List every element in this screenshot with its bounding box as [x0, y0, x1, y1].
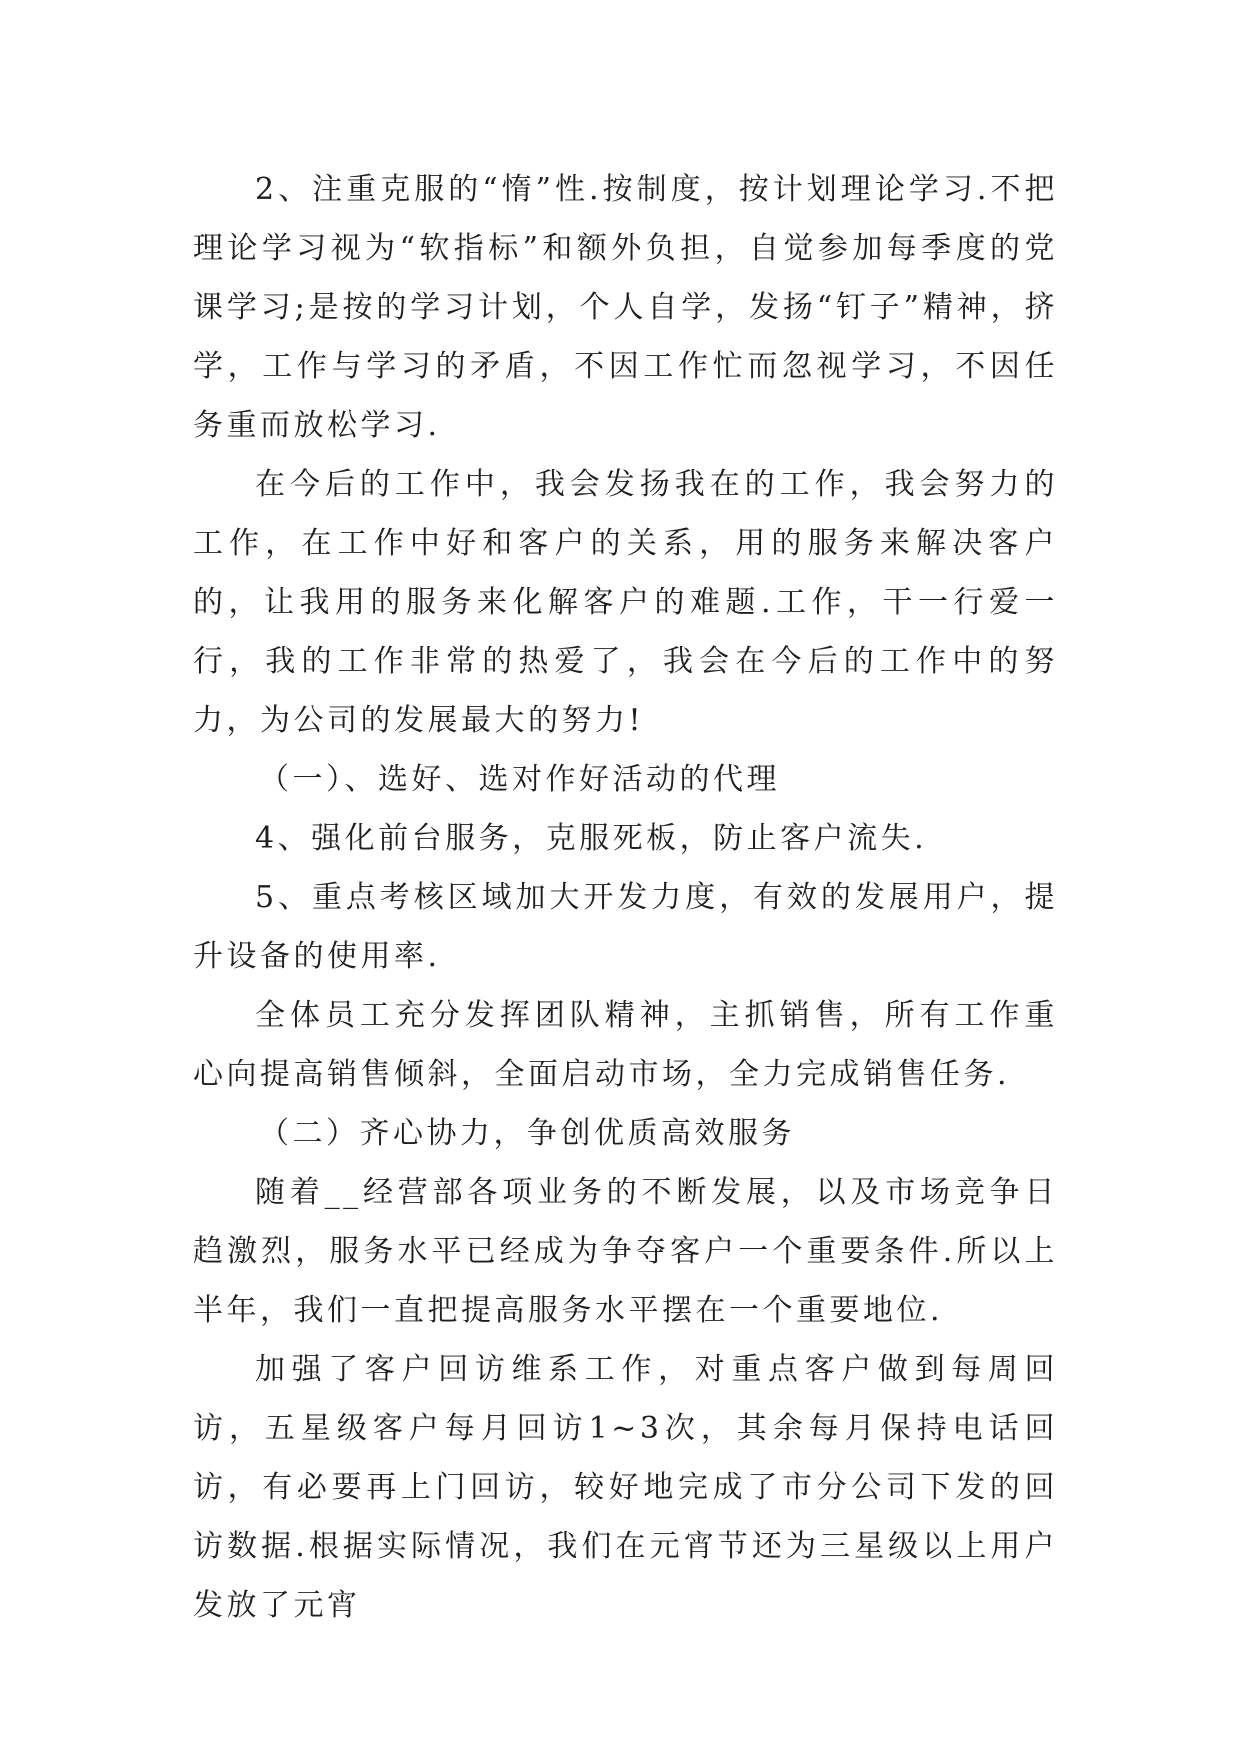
paragraph-customer-visits: 加强了客户回访维系工作，对重点客户做到每周回访，五星级客户每月回访1~3次，其余每月保持电话回访，有必要再上门回访，较好地完成了市分公司下发的回访数据.根据实际情况，我们在元宵节还为三星级以上用户发放了元宵 — [193, 1352, 1058, 1623]
document-body — [193, 160, 1058, 1635]
paragraph-service-level: 随着__经营部各项业务的不断发展，以及市场竞争日趋激烈，服务水平已经成为争夺客户一个重要条件.所以上半年，我们一直把提高服务水平摆在一个重要地位. — [193, 1175, 1058, 1328]
paragraph-key-areas: 5、重点考核区域加大开发力度，有效的发展用户，提升设备的使用率. — [193, 880, 1058, 974]
section-heading-agent: （一）、选好、选对作好活动的代理 — [259, 762, 780, 797]
paragraph-team-spirit: 全体员工充分发挥团队精神，主抓销售，所有工作重心向提高销售倾斜，全面启动市场，全力完成销售任务. — [193, 998, 1058, 1092]
paragraph-future-work: 在今后的工作中，我会发扬我在的工作，我会努力的工作，在工作中好和客户的关系，用的服务来解决客户的，让我用的服务来化解客户的难题.工作，干一行爱一行，我的工作非常的热爱了，我会在今后的工作中的努力，为公司的发展最大的努力! — [193, 467, 1058, 738]
paragraph-front-desk: 4、强化前台服务，克服死板，防止客户流失. — [255, 821, 928, 856]
section-heading-service: （二）齐心协力，争创优质高效服务 — [259, 1116, 795, 1151]
paragraph-study-discipline: 2、注重克服的“惰”性.按制度，按计划理论学习.不把理论学习视为“软指标”和额外负担，自觉参加每季度的党课学习;是按的学习计划，个人自学，发扬“钉子”精神，挤学，工作与学习的矛盾，不因工作忙而忽视学习，不因任务重而放松学习. — [193, 172, 1058, 443]
